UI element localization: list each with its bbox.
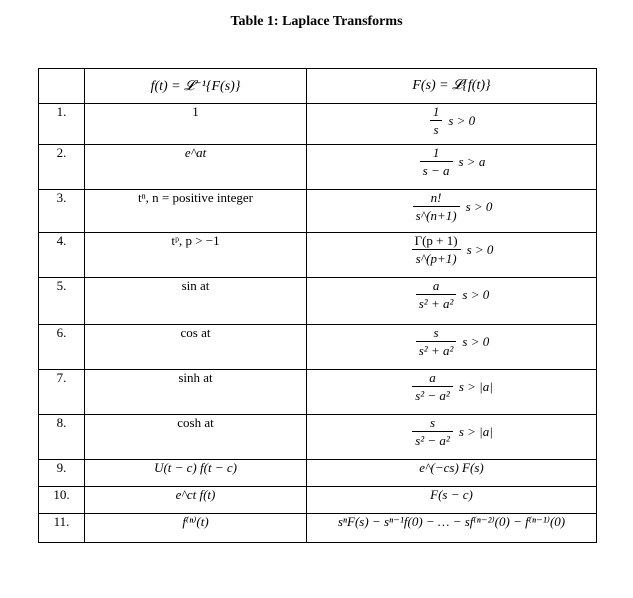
- fraction-denominator: s^(p+1): [415, 251, 457, 266]
- table-row: [39, 460, 597, 487]
- row-number: 9.: [39, 460, 85, 487]
- condition: s > a: [458, 153, 486, 169]
- row-number: 10.: [39, 487, 85, 514]
- row-number: 4.: [39, 233, 85, 278]
- table-row: [39, 325, 597, 370]
- condition: s > 0: [466, 241, 494, 257]
- fraction-numerator: 1: [430, 104, 443, 121]
- laplace-table: [38, 68, 597, 543]
- condition: s > |a|: [458, 423, 493, 439]
- condition: s > |a|: [458, 378, 493, 394]
- f-of-t-cell: tᵖ, p > −1: [85, 233, 307, 278]
- table-row: [39, 278, 597, 325]
- row-number: 3.: [39, 190, 85, 233]
- f-of-t-cell: sinh at: [85, 370, 307, 415]
- fraction-numerator: Γ(p + 1): [412, 233, 461, 250]
- page-title: Table 1: Laplace Transforms: [230, 14, 403, 29]
- row-number: 6.: [39, 325, 85, 370]
- header-f-of-t: f(t) = 𝓛⁻¹{F(s)}: [85, 69, 307, 104]
- F-of-s-cell: [307, 415, 597, 460]
- row-number: 2.: [39, 145, 85, 190]
- F-of-s-cell: sⁿF(s) − sⁿ⁻¹f(0) − … − sf⁽ⁿ⁻²⁾(0) − f⁽ⁿ⁻¹⁾(0): [307, 514, 597, 543]
- f-of-t-cell: cosh at: [85, 415, 307, 460]
- table-header-row: [39, 69, 597, 104]
- condition: s > 0: [462, 333, 490, 349]
- fraction-numerator: s: [416, 325, 457, 342]
- F-of-s-cell: [307, 325, 597, 370]
- fraction: [413, 190, 460, 223]
- fraction: [412, 415, 453, 448]
- fraction-numerator: a: [412, 370, 453, 387]
- fraction: [412, 370, 453, 403]
- f-of-t-cell: sin at: [85, 278, 307, 325]
- f-of-t-cell: U(t − c) f(t − c): [85, 460, 307, 487]
- fraction-denominator: s² + a²: [418, 343, 454, 358]
- F-of-s-cell: F(s − c): [307, 487, 597, 514]
- f-of-t-cell: cos at: [85, 325, 307, 370]
- table-row: [39, 145, 597, 190]
- header-number-cell: [39, 69, 85, 104]
- fraction-denominator: s² − a²: [415, 433, 450, 448]
- fraction: [412, 233, 461, 266]
- fraction: [430, 104, 443, 137]
- header-F-of-s: F(s) = 𝓛{f(t)}: [307, 69, 597, 104]
- condition: s > 0: [448, 112, 476, 128]
- row-number: 7.: [39, 370, 85, 415]
- table-row: [39, 415, 597, 460]
- table-row: [39, 487, 597, 514]
- fraction-denominator: s² − a²: [415, 388, 450, 403]
- F-of-s-cell: [307, 370, 597, 415]
- F-of-s-cell: e^(−cs) F(s): [307, 460, 597, 487]
- f-of-t-cell: tⁿ, n = positive integer: [85, 190, 307, 233]
- table-row: [39, 104, 597, 145]
- F-of-s-cell: [307, 233, 597, 278]
- row-number: 11.: [39, 514, 85, 543]
- fraction-denominator: s − a: [422, 163, 450, 178]
- f-of-t-cell: e^ct f(t): [85, 487, 307, 514]
- F-of-s-cell: [307, 278, 597, 325]
- table-row: [39, 370, 597, 415]
- row-number: 5.: [39, 278, 85, 325]
- fraction-denominator: s^(n+1): [415, 208, 457, 223]
- f-of-t-cell: f⁽ⁿ⁾(t): [85, 514, 307, 543]
- f-of-t-cell: 1: [85, 104, 307, 145]
- table-row: [39, 190, 597, 233]
- fraction-denominator: s: [433, 122, 439, 137]
- condition: s > 0: [462, 286, 490, 302]
- table-row: [39, 233, 597, 278]
- fraction-numerator: s: [412, 415, 453, 432]
- fraction: [416, 278, 457, 311]
- fraction-numerator: n!: [413, 190, 460, 207]
- F-of-s-cell: [307, 104, 597, 145]
- row-number: 8.: [39, 415, 85, 460]
- F-of-s-cell: [307, 145, 597, 190]
- fraction-denominator: s² + a²: [418, 296, 454, 311]
- condition: s > 0: [465, 198, 493, 214]
- table-row: [39, 514, 597, 543]
- fraction: [416, 325, 457, 358]
- row-number: 1.: [39, 104, 85, 145]
- fraction: [420, 145, 453, 178]
- fraction-numerator: 1: [420, 145, 453, 162]
- fraction-numerator: a: [416, 278, 457, 295]
- F-of-s-cell: [307, 190, 597, 233]
- f-of-t-cell: e^at: [85, 145, 307, 190]
